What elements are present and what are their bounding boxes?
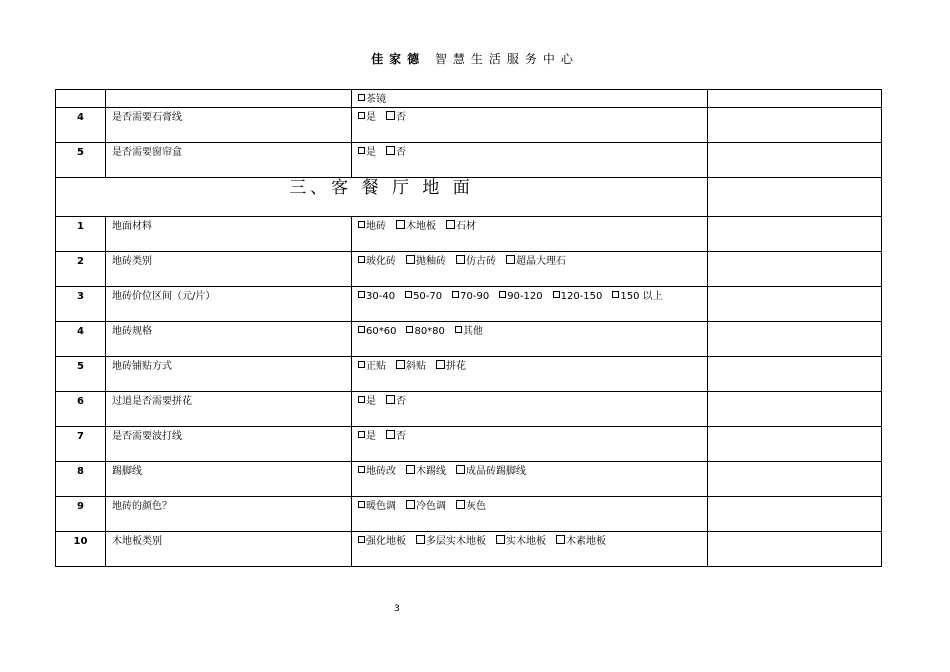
- row-number: 5: [56, 357, 106, 392]
- checkbox-option[interactable]: [358, 535, 406, 549]
- row-number: 10: [56, 532, 106, 567]
- checkbox-label: 抛釉砖: [416, 256, 446, 267]
- checkbox-icon[interactable]: [496, 535, 505, 544]
- checkbox-label: 80*80: [414, 326, 445, 337]
- checkbox-label: 超晶大理石: [516, 256, 566, 267]
- checkbox-label: 强化地板: [366, 536, 406, 547]
- table-row: [56, 143, 882, 178]
- checkbox-option[interactable]: [456, 255, 496, 269]
- row-question: 地砖价位区间（元/片）: [106, 287, 352, 322]
- checkbox-label: 成品砖踢脚线: [466, 466, 526, 477]
- checkbox-option[interactable]: [556, 535, 606, 549]
- row-question: 地面材料: [106, 217, 352, 252]
- row-notes-cell[interactable]: [708, 392, 882, 427]
- checkbox-label: 是: [366, 147, 376, 158]
- row-options: [352, 143, 708, 178]
- checkbox-icon[interactable]: [556, 535, 565, 544]
- checkbox-option[interactable]: [553, 290, 603, 304]
- checkbox-icon[interactable]: [405, 291, 412, 298]
- checkbox-option[interactable]: [405, 290, 442, 304]
- checkbox-option[interactable]: [416, 535, 486, 549]
- checkbox-option[interactable]: [406, 325, 444, 339]
- row-options: [352, 322, 708, 357]
- checkbox-icon[interactable]: [406, 326, 413, 333]
- row-question: 是否需要窗帘盒: [106, 143, 352, 178]
- checkbox-label: 90-120: [507, 291, 543, 302]
- checkbox-icon[interactable]: [456, 465, 465, 474]
- row-number: 7: [56, 427, 106, 462]
- row-options: [352, 462, 708, 497]
- checkbox-option[interactable]: [358, 146, 376, 160]
- checkbox-icon[interactable]: [406, 465, 415, 474]
- checkbox-option[interactable]: [612, 290, 662, 304]
- checkbox-icon[interactable]: [358, 112, 365, 119]
- table-row: [56, 217, 882, 252]
- row-options: [352, 497, 708, 532]
- checkbox-icon[interactable]: [358, 501, 365, 508]
- checkbox-option[interactable]: [506, 255, 566, 269]
- checkbox-icon[interactable]: [386, 146, 395, 155]
- row-number: 9: [56, 497, 106, 532]
- section-notes-cell: [708, 178, 882, 217]
- checkbox-option[interactable]: [358, 500, 396, 514]
- row-notes-cell[interactable]: [708, 322, 882, 357]
- checkbox-label: 其他: [462, 326, 483, 337]
- checkbox-label: 50-70: [413, 291, 443, 302]
- checkbox-icon[interactable]: [358, 536, 365, 543]
- checkbox-label: 灰色: [466, 501, 486, 512]
- checkbox-label: 拼花: [446, 361, 466, 372]
- checkbox-option[interactable]: [358, 255, 396, 269]
- checkbox-icon[interactable]: [456, 500, 465, 509]
- row-notes-cell[interactable]: [708, 462, 882, 497]
- row-notes-cell[interactable]: [708, 532, 882, 567]
- table-row: [56, 392, 882, 427]
- row-question: 地砖的颜色？: [106, 497, 352, 532]
- checkbox-option[interactable]: [358, 360, 386, 374]
- checkbox-label: 70-90: [460, 291, 490, 302]
- checkbox-option[interactable]: [406, 465, 446, 479]
- row-notes-cell[interactable]: [708, 357, 882, 392]
- checkbox-option[interactable]: [386, 146, 406, 160]
- row-number: 4: [56, 108, 106, 143]
- checkbox-option[interactable]: [386, 395, 406, 409]
- checkbox-label: 多层实木地板: [426, 536, 486, 547]
- checkbox-icon[interactable]: [358, 221, 365, 228]
- checkbox-icon[interactable]: [386, 395, 395, 404]
- checkbox-label: 60*60: [366, 326, 397, 337]
- row-number: 2: [56, 252, 106, 287]
- checkbox-option[interactable]: [406, 500, 446, 514]
- checkbox-icon[interactable]: [358, 326, 365, 333]
- checkbox-icon[interactable]: [358, 291, 365, 298]
- checkbox-icon[interactable]: [358, 396, 365, 403]
- row-number: 6: [56, 392, 106, 427]
- checkbox-option[interactable]: [358, 220, 386, 234]
- table-row: [56, 90, 882, 108]
- checkbox-label: 120-150: [560, 291, 603, 302]
- checkbox-icon[interactable]: [396, 360, 405, 369]
- checkbox-label: 暖色调: [366, 501, 396, 512]
- row-question: [106, 90, 352, 108]
- row-number: 3: [56, 287, 106, 322]
- row-options: [352, 287, 708, 322]
- table-row: [56, 287, 882, 322]
- checkbox-icon[interactable]: [446, 220, 455, 229]
- row-options: [352, 357, 708, 392]
- checkbox-option[interactable]: [386, 111, 406, 125]
- checkbox-option[interactable]: [358, 290, 395, 304]
- checkbox-icon[interactable]: [406, 500, 415, 509]
- row-notes-cell[interactable]: [708, 217, 882, 252]
- checkbox-option[interactable]: [358, 430, 376, 444]
- row-number: 5: [56, 143, 106, 178]
- checkbox-label: 否: [396, 112, 406, 123]
- row-options: [352, 392, 708, 427]
- page-number: 3: [394, 604, 400, 614]
- checkbox-label: 正贴: [366, 361, 386, 372]
- checkbox-label: 150 以上: [620, 291, 663, 302]
- checkbox-icon[interactable]: [612, 291, 619, 298]
- row-options: [352, 108, 708, 143]
- checkbox-icon[interactable]: [455, 326, 462, 333]
- checkbox-icon[interactable]: [358, 466, 365, 473]
- checkbox-option[interactable]: [455, 325, 483, 339]
- checkbox-option[interactable]: [386, 430, 406, 444]
- row-question: 木地板类别: [106, 532, 352, 567]
- row-notes-cell[interactable]: [708, 90, 882, 108]
- header-subtitle: 智慧生活服务中心: [434, 52, 579, 66]
- checkbox-option[interactable]: [358, 395, 376, 409]
- checkbox-icon[interactable]: [406, 255, 415, 264]
- row-options: [352, 90, 708, 108]
- checkbox-icon[interactable]: [358, 94, 365, 101]
- checkbox-label: 木素地板: [566, 536, 606, 547]
- section-row: [56, 178, 882, 217]
- row-question: 地砖类别: [106, 252, 352, 287]
- checkbox-label: 实木地板: [506, 536, 546, 547]
- checkbox-icon[interactable]: [456, 255, 465, 264]
- checkbox-icon[interactable]: [358, 256, 365, 263]
- checkbox-option[interactable]: [358, 111, 376, 125]
- checkbox-option[interactable]: [406, 255, 446, 269]
- row-number: [56, 90, 106, 108]
- table-row: [56, 108, 882, 143]
- checkbox-option[interactable]: [396, 220, 436, 234]
- checkbox-icon[interactable]: [386, 111, 395, 120]
- row-question: 是否需要波打线: [106, 427, 352, 462]
- page-header: [0, 50, 950, 67]
- row-options: [352, 427, 708, 462]
- table-row: [56, 252, 882, 287]
- row-number: 1: [56, 217, 106, 252]
- row-notes-cell[interactable]: [708, 108, 882, 143]
- checkbox-option[interactable]: [496, 535, 546, 549]
- row-notes-cell[interactable]: [708, 252, 882, 287]
- checkbox-icon[interactable]: [416, 535, 425, 544]
- checkbox-option[interactable]: [452, 290, 489, 304]
- checkbox-option[interactable]: [358, 465, 396, 479]
- checkbox-option[interactable]: [446, 220, 476, 234]
- checkbox-label: 30-40: [366, 291, 396, 302]
- survey-table: [55, 89, 882, 567]
- checkbox-label: 否: [396, 396, 406, 407]
- table-row: [56, 427, 882, 462]
- row-question: 地砖铺贴方式: [106, 357, 352, 392]
- section-title: 三、客 餐 厅 地 面: [56, 178, 708, 217]
- checkbox-label: 是: [366, 431, 376, 442]
- row-question: 过道是否需要拼花: [106, 392, 352, 427]
- checkbox-icon[interactable]: [358, 147, 365, 154]
- checkbox-label: 木踢线: [416, 466, 446, 477]
- checkbox-label: 木地板: [406, 221, 436, 232]
- checkbox-label: 玻化砖: [366, 256, 396, 267]
- row-notes-cell[interactable]: [708, 287, 882, 322]
- checkbox-label: 是: [366, 112, 376, 123]
- row-options: [352, 252, 708, 287]
- checkbox-icon[interactable]: [396, 220, 405, 229]
- row-options: [352, 217, 708, 252]
- checkbox-option[interactable]: [456, 465, 526, 479]
- checkbox-option[interactable]: [358, 325, 396, 339]
- row-question: 是否需要石膏线: [106, 108, 352, 143]
- checkbox-icon[interactable]: [358, 431, 365, 438]
- checkbox-label: 仿古砖: [466, 256, 496, 267]
- checkbox-option[interactable]: [436, 360, 466, 374]
- header-brand: 佳家德: [371, 52, 426, 66]
- row-question: 地砖规格: [106, 322, 352, 357]
- checkbox-label: 地砖: [366, 221, 386, 232]
- checkbox-option[interactable]: [499, 290, 542, 304]
- checkbox-option[interactable]: [456, 500, 486, 514]
- checkbox-option[interactable]: [396, 360, 426, 374]
- checkbox-icon[interactable]: [436, 360, 445, 369]
- table-row: [56, 322, 882, 357]
- table-row: [56, 497, 882, 532]
- row-number: 4: [56, 322, 106, 357]
- table-row: [56, 462, 882, 497]
- row-question: 踢脚线: [106, 462, 352, 497]
- row-notes-cell[interactable]: [708, 497, 882, 532]
- checkbox-label: 石材: [456, 221, 476, 232]
- checkbox-label: 否: [396, 147, 406, 158]
- checkbox-icon[interactable]: [452, 291, 459, 298]
- checkbox-icon[interactable]: [386, 430, 395, 439]
- row-options: [352, 532, 708, 567]
- table-row: [56, 357, 882, 392]
- table-row: [56, 532, 882, 567]
- checkbox-icon[interactable]: [358, 361, 365, 368]
- checkbox-label: 是: [366, 396, 376, 407]
- row-notes-cell[interactable]: [708, 427, 882, 462]
- checkbox-icon[interactable]: [553, 291, 560, 298]
- checkbox-icon[interactable]: [506, 255, 515, 264]
- checkbox-option[interactable]: [358, 93, 386, 107]
- checkbox-label: 冷色调: [416, 501, 446, 512]
- checkbox-label: 否: [396, 431, 406, 442]
- checkbox-label: 茶镜: [366, 94, 386, 105]
- checkbox-label: 地砖改: [366, 466, 396, 477]
- checkbox-label: 斜贴: [406, 361, 426, 372]
- row-notes-cell[interactable]: [708, 143, 882, 178]
- row-number: 8: [56, 462, 106, 497]
- checkbox-icon[interactable]: [499, 291, 506, 298]
